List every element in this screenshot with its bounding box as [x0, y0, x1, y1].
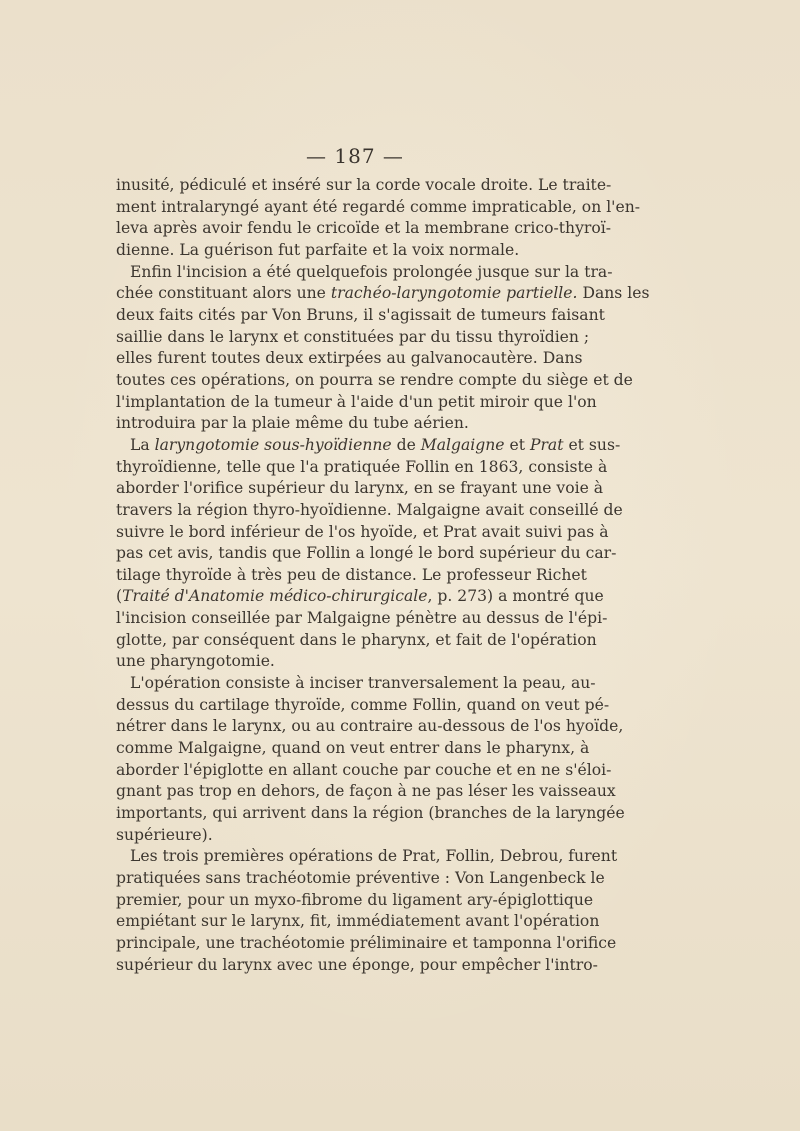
text-line: empiétant sur le larynx, fit, immédiatement avant l'opération: [116, 912, 600, 931]
text-line: thyroïdienne, telle que l'a pratiquée Follin en 1863, consiste à: [116, 457, 608, 476]
text-line: dienne. La guérison fut parfaite et la voix normale.: [116, 240, 520, 259]
text-line: comme Malgaigne, quand on veut entrer dans le pharynx, à: [116, 739, 590, 758]
text-line: importants, qui arrivent dans la région (branches de la laryngée: [116, 804, 625, 823]
text-line: ment intralaryngé ayant été regardé comme impraticable, on l'en-: [116, 197, 641, 216]
text-line: toutes ces opérations, on pourra se rendre compte du siège et de: [116, 370, 633, 389]
text-line: dessus du cartilage thyroïde, comme Follin, quand on veut pé-: [116, 695, 610, 714]
text-line: La laryngotomie sous-hyoïdienne de Malgaigne et Prat et sus-: [130, 435, 621, 454]
text-line: introduira par la plaie même du tube aérien.: [116, 414, 469, 433]
paragraph: [116, 262, 650, 435]
text-line: principale, une trachéotomie préliminaire et tamponna l'orifice: [116, 933, 617, 952]
text-line: (Traité d'Anatomie médico-chirurgicale, p. 273) a montré que: [116, 587, 604, 606]
text-line: chée constituant alors une trachéo-laryngotomie partielle. Dans les: [116, 284, 650, 303]
text-line: tilage thyroïde à très peu de distance. Le professeur Richet: [116, 565, 587, 584]
page-number: — 187 —: [306, 144, 404, 168]
text-line: elles furent toutes deux extirpées au galvanocautère. Dans: [116, 349, 583, 368]
text-line: supérieur du larynx avec une éponge, pour empêcher l'intro-: [116, 955, 598, 974]
body-text: [116, 175, 650, 976]
text-line: pas cet avis, tandis que Follin a longé le bord supérieur du car-: [116, 544, 617, 563]
text-line: Les trois premières opérations de Prat, Follin, Debrou, furent: [130, 847, 618, 866]
text-line: glotte, par conséquent dans le pharynx, et fait de l'opération: [116, 630, 597, 649]
paragraph: [116, 846, 618, 976]
text-line: leva après avoir fendu le cricoïde et la membrane crico-thyroï-: [116, 219, 611, 238]
text-line: nétrer dans le larynx, ou au contraire au-dessous de l'os hyoïde,: [116, 717, 624, 736]
text-line: aborder l'orifice supérieur du larynx, en se frayant une voie à: [116, 479, 604, 498]
text-line: inusité, pédiculé et inséré sur la corde vocale droite. Le traite-: [116, 176, 612, 194]
text-line: pratiquées sans trachéotomie préventive : Von Langenbeck le: [116, 869, 605, 887]
text-line: l'implantation de la tumeur à l'aide d'un petit miroir que l'on: [116, 392, 597, 411]
text-line: une pharyngotomie.: [116, 652, 275, 671]
paragraph: [116, 175, 641, 262]
text-line: l'incision conseillée par Malgaigne pénètre au dessus de l'épi-: [116, 609, 608, 628]
text-line: deux faits cités par Von Bruns, il s'agissait de tumeurs faisant: [116, 305, 605, 324]
paragraph: [116, 435, 623, 673]
text-line: travers la région thyro-hyoïdienne. Malgaigne avait conseillé de: [116, 500, 623, 519]
text-line: supérieure).: [116, 825, 213, 844]
text-line: suivre le bord inférieur de l'os hyoïde, et Prat avait suivi pas à: [116, 522, 609, 541]
text-line: saillie dans le larynx et constituées par du tissu thyroïdien ;: [116, 327, 590, 346]
text-line: aborder l'épiglotte en allant couche par couche et en ne s'éloi-: [116, 760, 612, 779]
paragraph: [116, 673, 625, 846]
text-line: Enfin l'incision a été quelquefois prolongée jusque sur la tra-: [130, 262, 613, 281]
text-line: premier, pour un myxo-fibrome du ligament ary-épiglottique: [116, 890, 594, 909]
text-line: gnant pas trop en dehors, de façon à ne pas léser les vaisseaux: [116, 782, 616, 801]
text-line: L'opération consiste à inciser tranversalement la peau, au-: [130, 674, 596, 693]
